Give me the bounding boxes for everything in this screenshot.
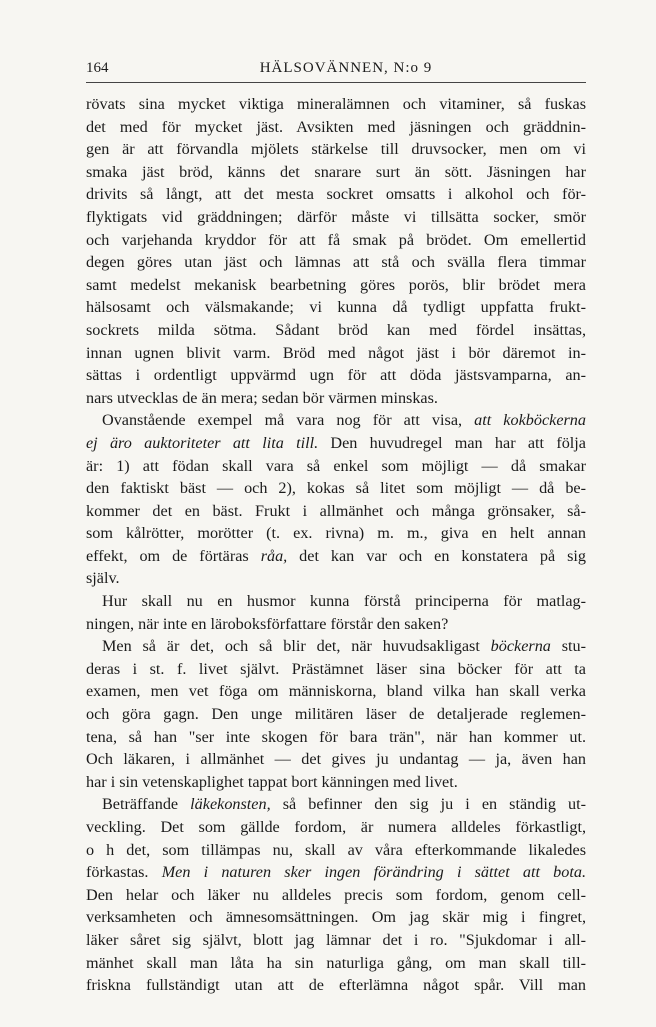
text-line: Den helar och läker nu alldeles precis som fordom, genom cell- — [86, 885, 586, 904]
italic-run: läkekonsten, — [190, 795, 271, 814]
text-line: kommer det en bäst. Frukt i allmänhet och många grönsaker, så- — [86, 501, 586, 520]
journal-title: HÄLSOVÄNNEN, N:o 9 — [259, 60, 433, 76]
text-line: är: 1) att födan skall vara så enkel som möjligt — då smakar — [86, 456, 586, 475]
text-line: Hur skall nu en husmor kunna förstå principerna för matlag- — [102, 592, 586, 611]
text-line: den faktiskt bäst — och 2), kokas så litet som möjligt — då be- — [86, 479, 586, 498]
text-line: drivits så långt, att det mesta sockret omsatts i alkohol och för- — [86, 185, 586, 204]
text-run: Ovanstående exempel må vara nog för att visa, — [102, 411, 475, 430]
text-run: Beträffande — [102, 795, 191, 814]
text-line: deras i st. f. livet självt. Prästämnet läser sina böcker för att ta — [86, 659, 586, 678]
page-number: 164 — [86, 60, 109, 76]
text-line: sockrets milda sötma. Sådant bröd kan med fördel insättas, — [86, 320, 586, 339]
text-line: examen, men vet föga om människorna, bland vilka han skall verka — [86, 682, 586, 701]
italic-run: Men i naturen sker ingen förändring i sättet att bota. — [161, 863, 586, 882]
italic-run: råa, — [260, 546, 288, 565]
italic-run: böckerna — [490, 637, 551, 656]
italic-run: att kokböckerna — [474, 411, 586, 430]
text-line — [86, 793, 586, 816]
text-run: stu- — [550, 637, 586, 656]
running-head — [86, 60, 586, 82]
text-line: mänhet skall man låta ha sin naturliga gång, om man skall till- — [86, 953, 586, 972]
text-line: innan ugnen blivit varm. Bröd med något jäst i bör däremot in- — [86, 343, 586, 362]
text-run: Men så är det, och så blir det, när huvudsakligast — [102, 637, 491, 656]
text-line: tena, så han "ser inte skogen för bara trän", när han kommer ut. — [86, 727, 586, 746]
text-line: det med för mycket jäst. Avsikten med jäsningen och gräddnin- — [86, 117, 586, 136]
text-line: samt medelst mekanisk bearbetning göres porös, blir brödet mera — [86, 275, 586, 294]
text-line: gen är att förvandla mjölets stärkelse till druvsocker, men om vi — [86, 140, 586, 159]
text-line: flyktigats vid gräddningen; därför måste vi tillsätta socker, smör — [86, 207, 586, 226]
body-text — [86, 93, 586, 997]
text-line: Och läkaren, i allmänhet — det gives ju undantag — ja, även han — [86, 750, 586, 769]
text-line: och varjehanda kryddor för att få smak på brödet. Om emellertid — [86, 230, 586, 249]
text-run: Den huvudregel man har att följa — [318, 433, 586, 452]
header-rule — [86, 82, 586, 83]
text-run: förkastas. — [86, 863, 162, 882]
text-line: veckling. Det som gällde fordom, är numera alldeles förkastligt, — [86, 818, 586, 836]
text-line: hälsosamt och välsmakande; vi kunna då tydligt uppfatta frukt- — [86, 298, 586, 317]
text-line: har i sin vetenskaplighet tappat bort känningen med livet. — [86, 772, 458, 791]
text-line: degen göres utan jäst och lämnas att stå och svälla flera timmar — [86, 253, 586, 272]
text-line: rövats sina mycket viktiga mineralämnen och vitaminer, så fuskas — [86, 95, 586, 113]
text-line: smaka jäst bröd, känns det snarare surt än sött. Jäsningen har — [86, 162, 586, 181]
text-run: så befinner den sig ju i en ständig ut- — [270, 795, 586, 814]
text-line: själv. — [86, 569, 120, 588]
text-line — [86, 409, 586, 432]
text-line: ningen, när inte en läroboksförfattare förstår den saken? — [86, 614, 449, 633]
text-run: effekt, om de förtäras — [86, 546, 261, 565]
text-run: det kan var och en konstatera på sig — [287, 546, 586, 565]
text-line: friskna fullständigt utan att de efterlämna något spår. Vill man — [86, 976, 586, 995]
text-line — [86, 861, 586, 884]
text-line — [86, 545, 586, 568]
text-line: nars utvecklas de än mera; sedan bör värmen minskas. — [86, 388, 438, 407]
text-line: o h det, som tillämpas nu, skall av våra efterkommande likaledes — [86, 840, 586, 859]
text-line: och göra gagn. Den unge militären läser de detaljerade reglemen- — [86, 705, 586, 724]
text-line: sättas i ordentligt uppvärmd ugn för att döda jästsvamparna, an- — [86, 366, 586, 385]
text-line: som kålrötter, morötter (t. ex. rivna) m. m., giva en helt annan — [86, 524, 586, 543]
text-line — [86, 432, 586, 455]
italic-run: ej äro auktoriteter att lita till. — [86, 433, 319, 452]
text-line: läker såret sig självt, blott jag lämnar det i ro. "Sjukdomar i all- — [86, 930, 586, 949]
text-line: verksamheten och ämnesomsättningen. Om jag skär mig i fingret, — [86, 908, 586, 927]
text-line — [86, 635, 586, 658]
